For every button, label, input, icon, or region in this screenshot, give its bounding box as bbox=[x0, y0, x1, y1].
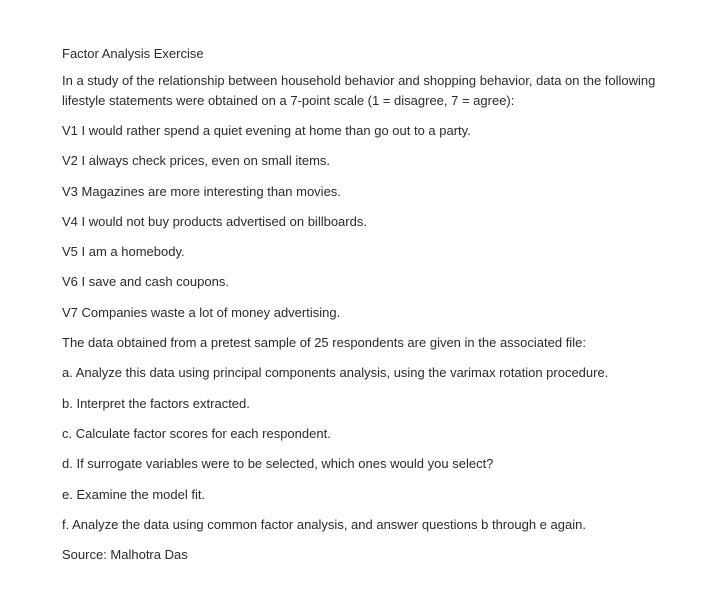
question-c: c. Calculate factor scores for each respondent. bbox=[62, 425, 331, 441]
statement-v6: V6 I save and cash coupons. bbox=[62, 274, 229, 290]
statement-v3: V3 Magazines are more interesting than movies. bbox=[62, 183, 341, 199]
document-body bbox=[62, 44, 702, 575]
source-line: Source: Malhotra Das bbox=[62, 547, 188, 563]
statement-v7: V7 Companies waste a lot of money advertising. bbox=[62, 304, 341, 320]
question-e: e. Examine the model fit. bbox=[62, 486, 206, 502]
statement-v5: V5 I am a homebody. bbox=[62, 244, 185, 260]
question-b: b. Interpret the factors extracted. bbox=[62, 395, 250, 411]
statement-v2: V2 I always check prices, even on small items. bbox=[62, 153, 331, 169]
data-note: The data obtained from a pretest sample of 25 respondents are given in the associated file: bbox=[62, 335, 586, 351]
intro-paragraph: In a study of the relationship between household behavior and shopping behavior, data on the following lifestyle statements were obtained on a 7-point scale (1 = disagree, 7 = agree): bbox=[62, 73, 656, 108]
question-a: a. Analyze this data using principal components analysis, using the varimax rotation procedure. bbox=[62, 365, 609, 381]
statement-v1: V1 I would rather spend a quiet evening at home than go out to a party. bbox=[62, 123, 471, 138]
document-title: Factor Analysis Exercise bbox=[62, 46, 204, 61]
statement-v4: V4 I would not buy products advertised on billboards. bbox=[62, 213, 367, 229]
question-f: f. Analyze the data using common factor analysis, and answer questions b through e again. bbox=[62, 516, 586, 532]
question-d: d. If surrogate variables were to be selected, which ones would you select? bbox=[62, 456, 494, 472]
